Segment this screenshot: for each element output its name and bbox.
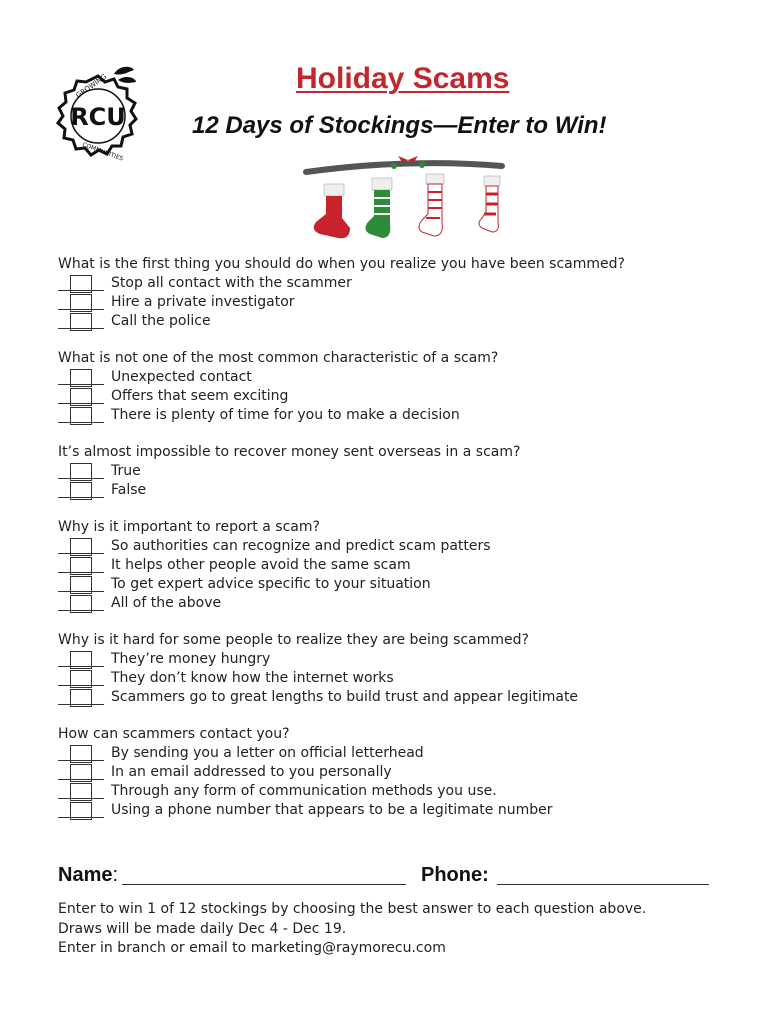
answer-checkbox[interactable] bbox=[70, 802, 92, 820]
answer-label: Unexpected contact bbox=[111, 369, 252, 385]
answer-option[interactable] bbox=[58, 293, 748, 312]
answer-checkbox[interactable] bbox=[70, 388, 92, 406]
answer-checkbox[interactable] bbox=[70, 294, 92, 312]
answer-checkbox[interactable] bbox=[70, 275, 92, 293]
answer-label: They’re money hungry bbox=[111, 651, 271, 667]
answer-checkbox[interactable] bbox=[70, 651, 92, 669]
answer-label: Call the police bbox=[111, 313, 211, 329]
answer-option[interactable] bbox=[58, 274, 748, 293]
answer-option[interactable] bbox=[58, 782, 748, 801]
question-1 bbox=[58, 255, 748, 331]
answer-option[interactable] bbox=[58, 650, 748, 669]
answer-label: Hire a private investigator bbox=[111, 294, 295, 310]
name-field[interactable] bbox=[122, 884, 406, 885]
answer-option[interactable] bbox=[58, 481, 748, 500]
logo-ring-bottom: COMMUNITIES bbox=[81, 141, 125, 163]
answer-label: All of the above bbox=[111, 595, 222, 611]
rcu-logo bbox=[48, 62, 148, 172]
logo-ring-top: GROWING bbox=[74, 72, 109, 100]
stocking-red bbox=[314, 184, 350, 238]
answer-label: So authorities can recognize and predict scam patters bbox=[111, 538, 491, 554]
instructions-line-2: Draws will be made daily Dec 4 - Dec 19. bbox=[58, 920, 347, 937]
answer-option[interactable] bbox=[58, 387, 748, 406]
answer-label: By sending you a letter on official letterhead bbox=[111, 745, 424, 761]
answer-checkbox[interactable] bbox=[70, 407, 92, 425]
answer-option[interactable] bbox=[58, 688, 748, 707]
answer-label: To get expert advice specific to your situation bbox=[111, 576, 431, 592]
answer-checkbox[interactable] bbox=[70, 670, 92, 688]
instructions-line-1: Enter to win 1 of 12 stockings by choosing the best answer to each question above. bbox=[58, 901, 647, 917]
answer-checkbox[interactable] bbox=[70, 764, 92, 782]
answer-option[interactable] bbox=[58, 368, 748, 387]
answer-label: There is plenty of time for you to make a decision bbox=[111, 407, 460, 423]
answer-option[interactable] bbox=[58, 406, 748, 425]
stockings-illustration bbox=[298, 152, 524, 248]
answer-option[interactable] bbox=[58, 763, 748, 782]
stocking-striped bbox=[419, 174, 444, 236]
answer-checkbox[interactable] bbox=[70, 482, 92, 500]
name-label: Name: bbox=[58, 864, 119, 886]
answer-checkbox[interactable] bbox=[70, 576, 92, 594]
question-6 bbox=[58, 725, 748, 820]
answer-option[interactable] bbox=[58, 462, 748, 481]
question-3 bbox=[58, 443, 748, 500]
stocking-green bbox=[365, 178, 392, 238]
question-text: Why is it important to report a scam? bbox=[58, 519, 320, 535]
answer-label: Scammers go to great lengths to build trust and appear legitimate bbox=[111, 689, 579, 705]
answer-checkbox[interactable] bbox=[70, 595, 92, 613]
answer-label: Offers that seem exciting bbox=[111, 388, 289, 404]
question-text: What is not one of the most common characteristic of a scam? bbox=[58, 350, 499, 366]
question-text: It’s almost impossible to recover money sent overseas in a scam? bbox=[58, 444, 521, 460]
answer-label: False bbox=[111, 482, 147, 498]
answer-option[interactable] bbox=[58, 801, 748, 820]
answer-option[interactable] bbox=[58, 575, 748, 594]
answer-label: They don’t know how the internet works bbox=[111, 670, 394, 686]
answer-option[interactable] bbox=[58, 556, 748, 575]
answer-label: In an email addressed to you personally bbox=[111, 764, 392, 780]
question-text: What is the first thing you should do when you realize you have been scammed? bbox=[58, 256, 625, 272]
entry-form bbox=[58, 864, 738, 890]
page-subtitle: 12 Days of Stockings—Enter to Win! bbox=[192, 112, 607, 139]
instructions-line-3: Enter in branch or email to marketing@raymorecu.com bbox=[58, 940, 446, 956]
answer-checkbox[interactable] bbox=[70, 463, 92, 481]
answer-option[interactable] bbox=[58, 312, 748, 331]
answer-checkbox[interactable] bbox=[70, 689, 92, 707]
answer-option[interactable] bbox=[58, 669, 748, 688]
page-title: Holiday Scams bbox=[296, 62, 510, 95]
phone-label: Phone: bbox=[421, 864, 489, 886]
phone-field[interactable] bbox=[497, 884, 709, 885]
answer-label: It helps other people avoid the same scam bbox=[111, 557, 411, 573]
question-text: Why is it hard for some people to realize they are being scammed? bbox=[58, 632, 529, 648]
entry-instructions bbox=[58, 900, 646, 959]
answer-label: Through any form of communication methods you use. bbox=[111, 783, 497, 799]
answer-option[interactable] bbox=[58, 537, 748, 556]
answer-checkbox[interactable] bbox=[70, 538, 92, 556]
answer-option[interactable] bbox=[58, 594, 748, 613]
answer-checkbox[interactable] bbox=[70, 557, 92, 575]
quiz-questions bbox=[58, 255, 748, 838]
question-2 bbox=[58, 349, 748, 425]
question-4 bbox=[58, 518, 748, 613]
question-text: How can scammers contact you? bbox=[58, 726, 290, 742]
answer-checkbox[interactable] bbox=[70, 745, 92, 763]
answer-label: Using a phone number that appears to be a legitimate number bbox=[111, 802, 553, 818]
answer-label: True bbox=[111, 463, 141, 479]
answer-checkbox[interactable] bbox=[70, 313, 92, 331]
answer-checkbox[interactable] bbox=[70, 369, 92, 387]
question-5 bbox=[58, 631, 748, 707]
stocking-white-red bbox=[479, 176, 500, 232]
answer-label: Stop all contact with the scammer bbox=[111, 275, 352, 291]
answer-checkbox[interactable] bbox=[70, 783, 92, 801]
logo-text: RCU bbox=[70, 103, 126, 131]
answer-option[interactable] bbox=[58, 744, 748, 763]
